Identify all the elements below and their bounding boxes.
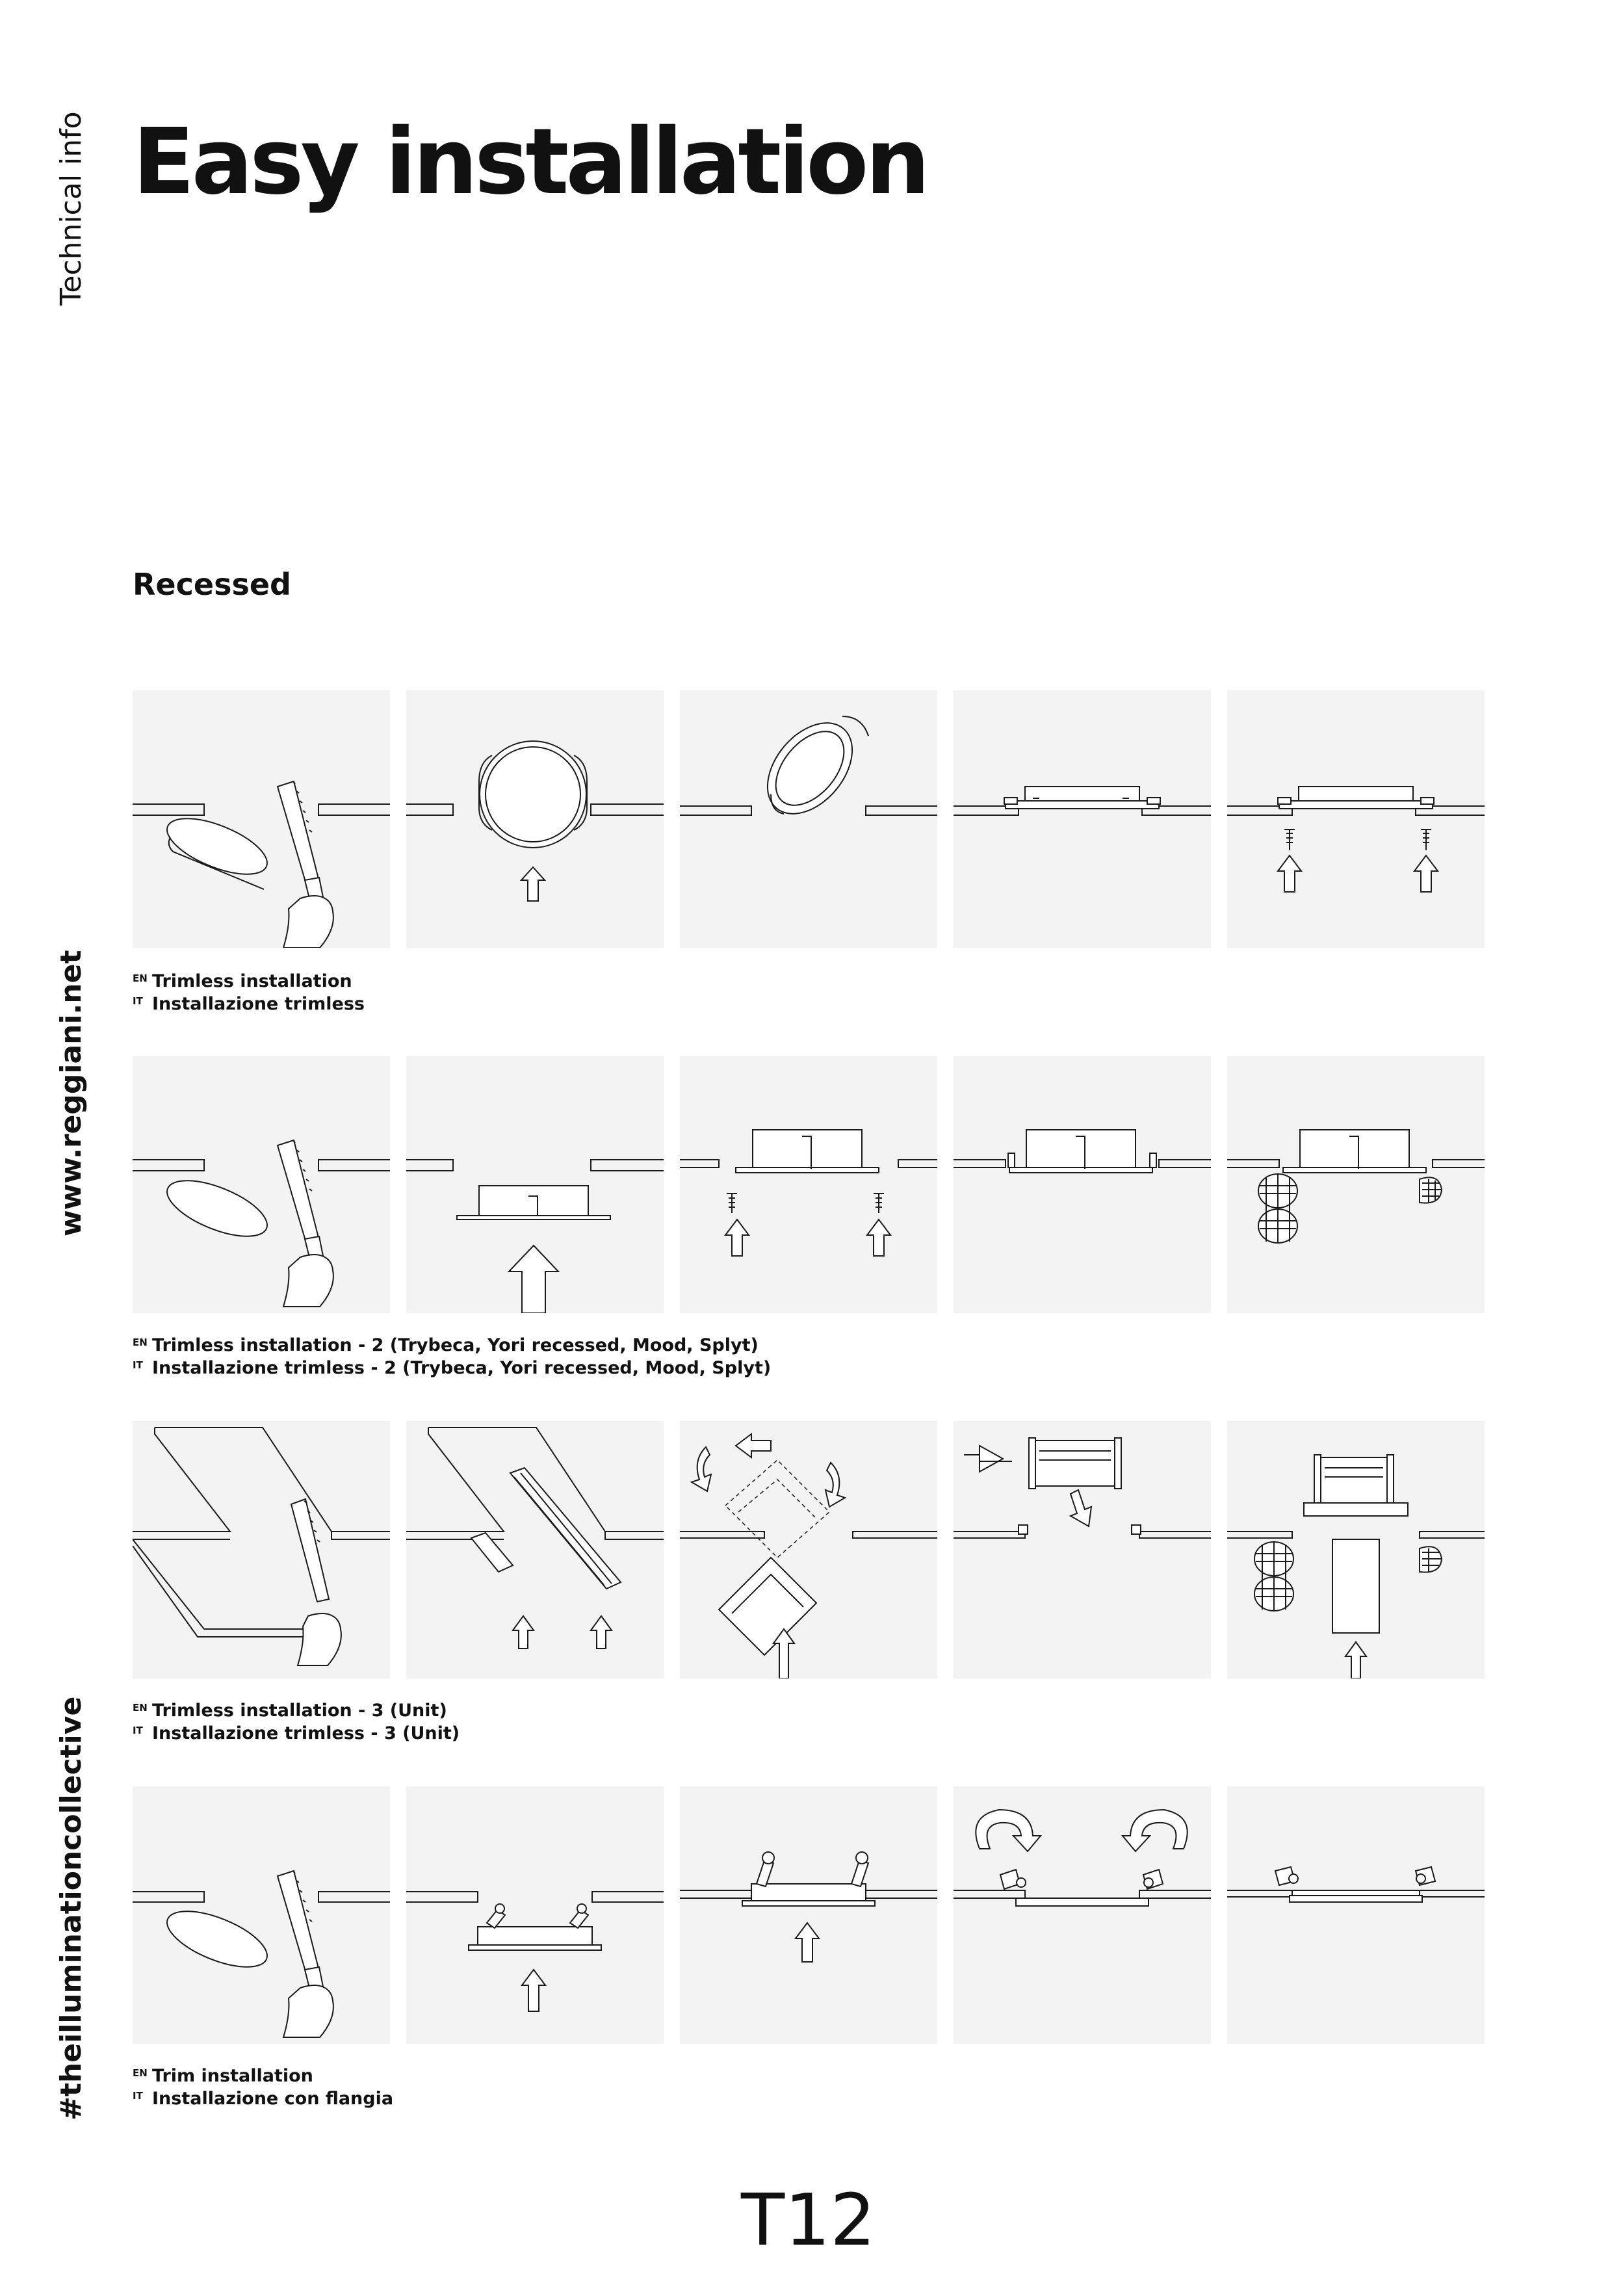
- insert-frame-illustration: [406, 690, 664, 948]
- website-link[interactable]: www.reggiani.net: [55, 950, 88, 1236]
- caption-it: Installazione trimless - 3 (Unit): [152, 1723, 460, 1743]
- section-heading: Recessed: [133, 567, 291, 602]
- cut-slot-illustration: [133, 1421, 390, 1678]
- step-panel-push-trim: [680, 1786, 937, 2044]
- step-row-1: [133, 690, 1485, 948]
- lang-code-en: EN: [133, 972, 148, 984]
- step-panel-tilt-frame: [680, 690, 937, 948]
- step-panel-insert-frame: [406, 690, 664, 948]
- rotate-unit-illustration: [680, 1421, 937, 1678]
- unit-tape-illustration: [1227, 1421, 1485, 1678]
- cut-hole-illustration: [133, 1786, 390, 2044]
- step-panel-lock-unit: [954, 1421, 1211, 1678]
- caption-en: Trimless installation - 2 (Trybeca, Yori recessed, Mood, Splyt): [152, 1335, 759, 1355]
- caption-row-4: [133, 2065, 393, 2110]
- screw-frame-illustration: [1227, 690, 1485, 948]
- step-panel-apply-tape: [1227, 1056, 1485, 1313]
- frame-seated-illustration: [954, 690, 1211, 948]
- lang-code-it: IT: [133, 995, 143, 1007]
- hashtag-label: #theilluminationcollective: [55, 1696, 88, 2120]
- lock-unit-illustration: [954, 1421, 1211, 1678]
- caption-row-3: [133, 1699, 460, 1745]
- caption-it: Installazione trimless - 2 (Trybeca, Yori recessed, Mood, Splyt): [152, 1358, 772, 1378]
- step-panel-frame-seated: [954, 690, 1211, 948]
- housing-fixed-illustration: [954, 1056, 1211, 1313]
- step-panel-cut-hole: [133, 1056, 390, 1313]
- step-panel-insert-track: [406, 1421, 664, 1678]
- step-row-2: [133, 1056, 1485, 1313]
- lang-code-en: EN: [133, 2067, 148, 2079]
- spring-clips-illustration: [954, 1786, 1211, 2044]
- caption-en: Trimless installation - 3 (Unit): [152, 1701, 447, 1721]
- insert-housing-illustration: [406, 1056, 664, 1313]
- step-panel-rotate-unit: [680, 1421, 937, 1678]
- caption-it: Installazione trimless: [152, 994, 365, 1014]
- cut-hole-illustration: [133, 690, 390, 948]
- page-number: T12: [741, 2178, 876, 2262]
- step-row-3: [133, 1421, 1485, 1678]
- lang-code-it: IT: [133, 1359, 143, 1371]
- insert-track-illustration: [406, 1421, 664, 1678]
- step-panel-trim-installed: [1227, 1786, 1485, 2044]
- step-panel-cut-hole: [133, 1786, 390, 2044]
- apply-tape-illustration: [1227, 1056, 1485, 1313]
- caption-row-2: [133, 1334, 771, 1379]
- caption-en: Trimless installation: [152, 971, 352, 991]
- tilt-frame-illustration: [680, 690, 937, 948]
- screw-housing-illustration: [680, 1056, 937, 1313]
- push-trim-illustration: [680, 1786, 937, 2044]
- step-panel-cut-slot: [133, 1421, 390, 1678]
- step-row-4: [133, 1786, 1485, 2044]
- caption-row-1: [133, 970, 365, 1015]
- step-panel-insert-trim: [406, 1786, 664, 2044]
- step-panel-housing-fixed: [954, 1056, 1211, 1313]
- insert-trim-illustration: [406, 1786, 664, 2044]
- step-panel-screw-frame: [1227, 690, 1485, 948]
- caption-en: Trim installation: [152, 2066, 313, 2086]
- step-panel-cut-hole: [133, 690, 390, 948]
- lang-code-it: IT: [133, 1725, 143, 1736]
- lang-code-it: IT: [133, 2090, 143, 2102]
- lang-code-en: EN: [133, 1337, 148, 1348]
- step-panel-unit-tape: [1227, 1421, 1485, 1678]
- page-title: Easy installation: [133, 109, 928, 215]
- trim-installed-illustration: [1227, 1786, 1485, 2044]
- sidebar-section-label: Technical info: [55, 111, 88, 306]
- cut-hole-illustration: [133, 1056, 390, 1313]
- step-panel-spring-clips: [954, 1786, 1211, 2044]
- caption-it: Installazione con flangia: [152, 2089, 394, 2109]
- step-panel-screw-housing: [680, 1056, 937, 1313]
- lang-code-en: EN: [133, 1702, 148, 1714]
- step-panel-insert-housing: [406, 1056, 664, 1313]
